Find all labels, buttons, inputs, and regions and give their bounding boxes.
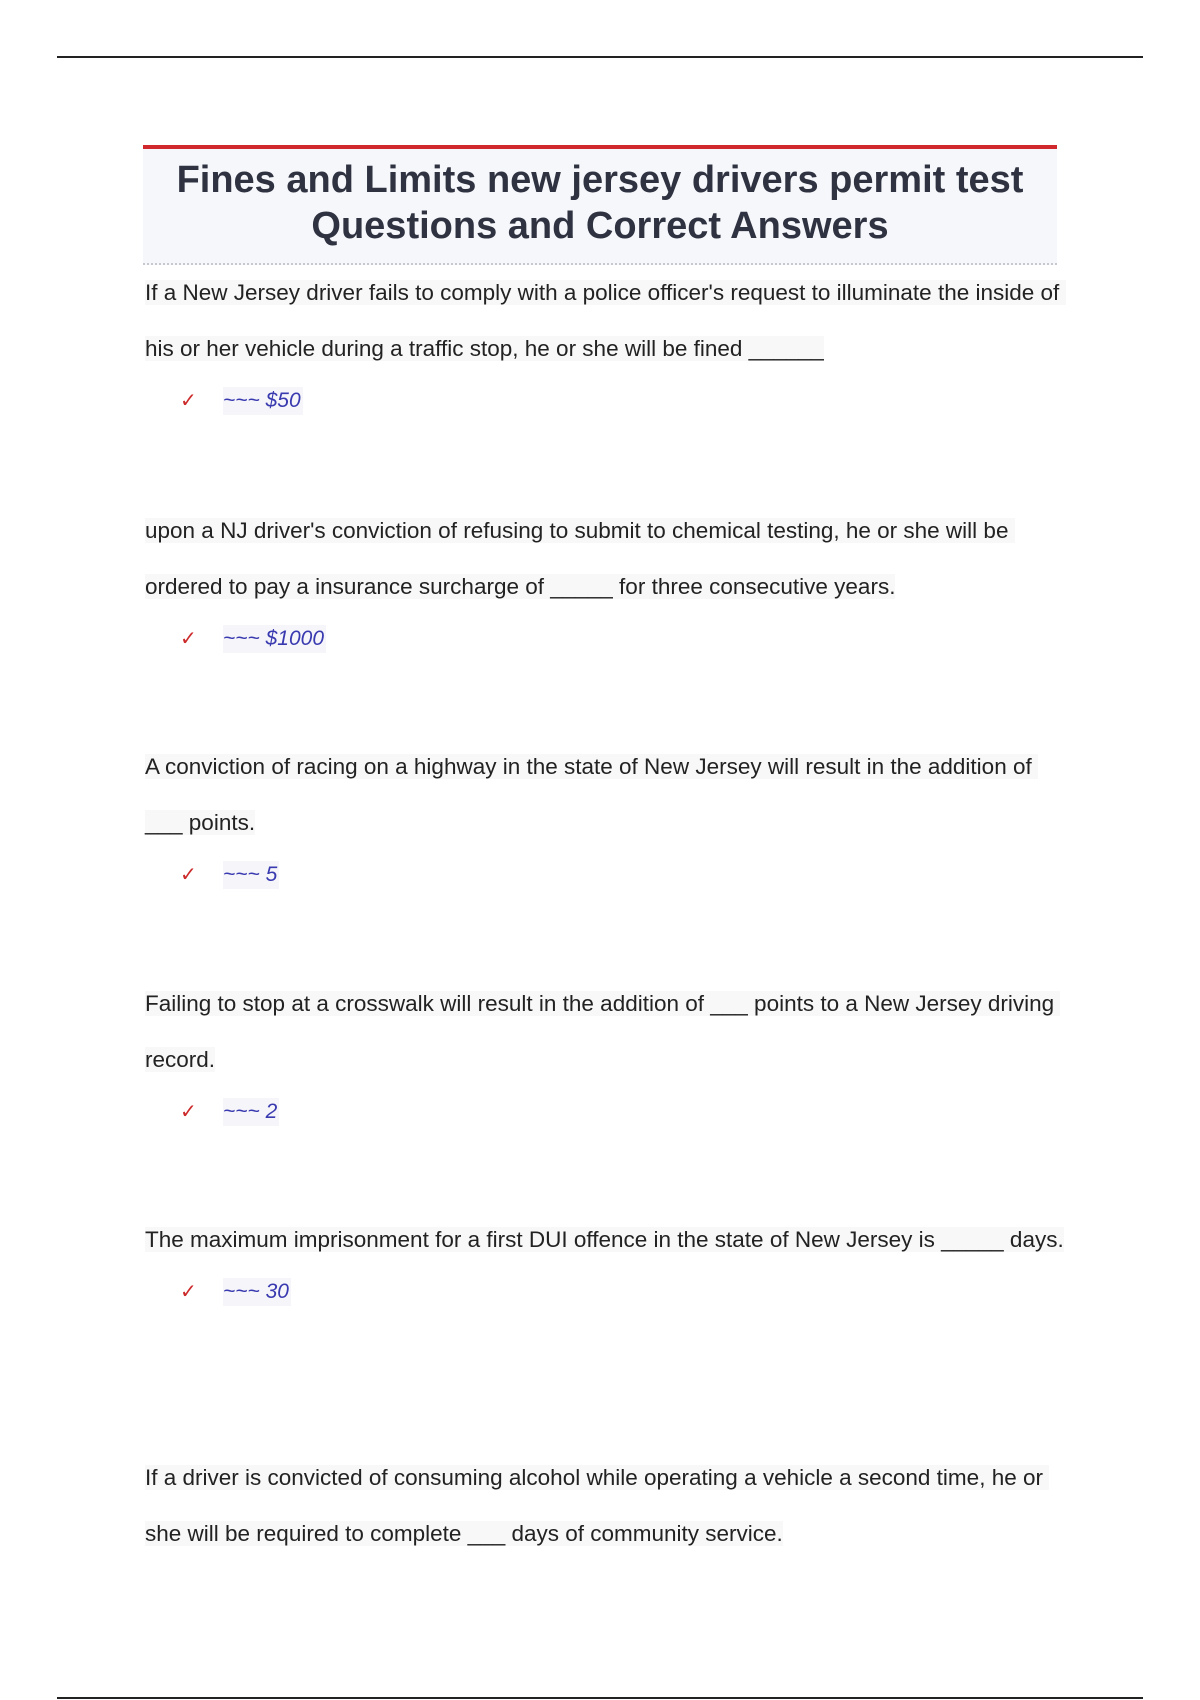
- qa-item: [145, 503, 1065, 663]
- question-text: If a New Jersey driver fails to comply with a police officer's request to illuminate the inside of his or her vehicle during a traffic stop, he or she will be fined ______: [145, 280, 1066, 361]
- title-box: [143, 145, 1057, 265]
- page-bottom-rule: [57, 1697, 1143, 1699]
- question-text: Failing to stop at a crosswalk will result in the addition of ___ points to a New Jersey driving record.: [145, 991, 1061, 1072]
- answer-text: ~~~ 2: [223, 1098, 279, 1126]
- title-line-1: Fines and Limits new jersey drivers permit test: [176, 159, 1024, 201]
- answer-row: [145, 1276, 1065, 1316]
- answer-row: [145, 859, 1065, 899]
- answer-text: ~~~ 5: [223, 861, 279, 889]
- qa-item: [145, 265, 1065, 425]
- qa-item: [145, 1450, 1065, 1562]
- check-mark-icon: ✓: [180, 390, 197, 412]
- check-mark-icon: ✓: [180, 628, 197, 650]
- question-text: A conviction of racing on a highway in the state of New Jersey will result in the addition of ___ points.: [145, 754, 1038, 835]
- check-mark-icon: ✓: [180, 864, 197, 886]
- qa-item: [145, 976, 1065, 1136]
- answer-row: [145, 623, 1065, 663]
- check-mark-icon: ✓: [180, 1101, 197, 1123]
- check-mark-icon: ✓: [180, 1281, 197, 1303]
- answer-text: ~~~ $50: [223, 387, 303, 415]
- page-title: [143, 149, 1057, 249]
- title-line-2: Questions and Correct Answers: [311, 205, 889, 247]
- answer-row: [145, 385, 1065, 425]
- question-text: upon a NJ driver's conviction of refusing to submit to chemical testing, he or she will be ordered to pay a insurance surcharge of _____ for three consecutive years.: [145, 518, 1015, 599]
- question-text: The maximum imprisonment for a first DUI offence in the state of New Jersey is _____ days.: [145, 1227, 1064, 1252]
- question-text: If a driver is convicted of consuming alcohol while operating a vehicle a second time, he or she will be required to complete ___ days of community service.: [145, 1465, 1050, 1546]
- answer-row: [145, 1096, 1065, 1136]
- page-top-rule: [57, 56, 1143, 58]
- qa-item: [145, 739, 1065, 899]
- answer-text: ~~~ $1000: [223, 625, 326, 653]
- answer-text: ~~~ 30: [223, 1278, 291, 1306]
- qa-item: [145, 1212, 1065, 1316]
